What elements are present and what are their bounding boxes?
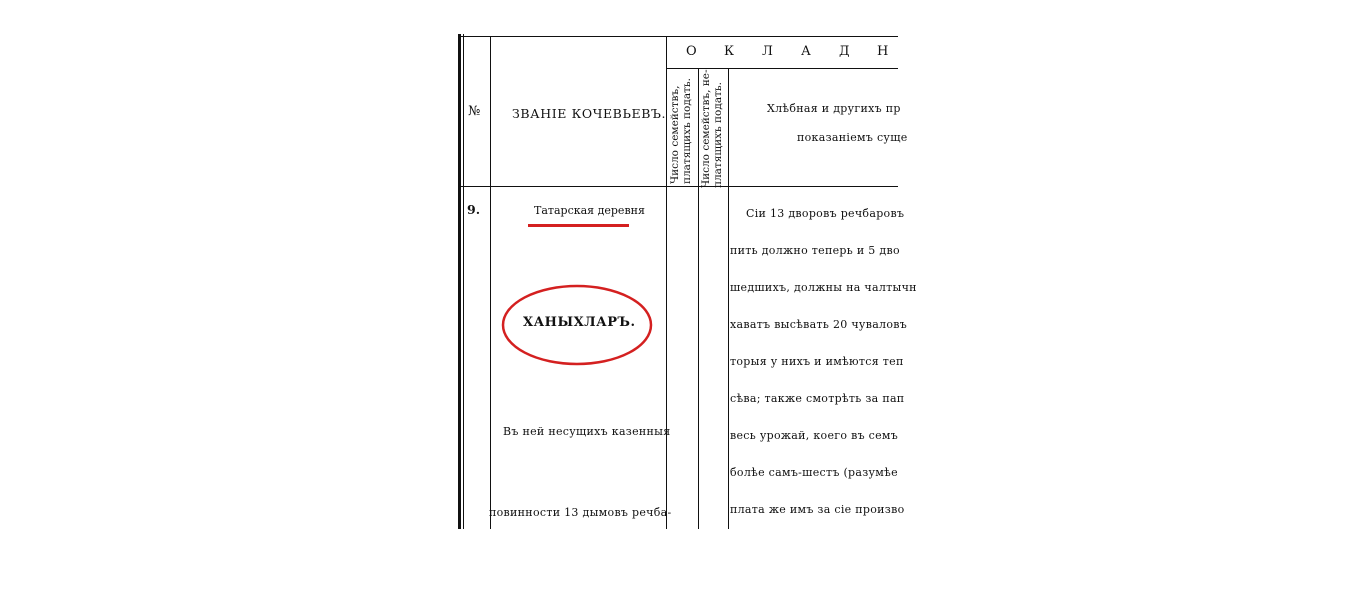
entry-name: ХАНЫХЛАРЪ. [523,315,636,330]
right-text-line: болѣе самъ-шестъ (разумѣе [730,466,898,479]
right-text-line: Сiи 13 дворовъ речбаровъ [746,207,905,220]
right-text-line: пить должно теперь и 5 дво [730,244,900,257]
number-header: № [468,104,481,119]
right-text-line: хаватъ высѣвать 20 чуваловъ [730,318,908,331]
grain-header-line1: Хлѣбная и другихъ пр [767,102,901,115]
entry-left-text-line: повинности 13 дымовъ речба- [489,506,672,519]
oklad-letter: О [686,44,697,59]
header-divider [461,186,898,187]
entry-type: Татарская деревня [534,204,645,217]
col-line-4 [728,68,729,529]
families-nonpaying-line1: Число семействъ, не- [700,69,712,188]
col-line-2 [666,36,667,529]
entry-number: 9. [467,202,481,217]
left-border-thin [463,34,464,529]
right-text-line: плата же имъ за сiе произво [730,503,905,516]
oklad-letter: К [724,44,735,59]
entry-type-underline [528,224,629,227]
entry-name-circle [500,283,654,367]
oklad-letter: Л [762,44,773,59]
name-column-header: ЗВАНIЕ КОЧЕВЬЕВЪ. [512,106,667,121]
families-paying-header [669,78,693,184]
document-page [456,32,917,529]
col-line-1 [490,36,491,529]
entry-left-text-line: Въ ней несущихъ казенныя [503,425,671,438]
left-border-thick [458,34,461,529]
right-text-line: шедшихъ, должны на чалтычн [730,281,917,294]
col-line-3 [698,68,699,529]
oklad-letter: Н [877,44,889,59]
right-text-line: сѣва; также смотрѣть за пап [730,392,905,405]
families-nonpaying-line2: платящихъ подать. [712,82,724,188]
right-text-line: торыя у нихъ и имѣются теп [730,355,904,368]
grain-header-line2: показанiемъ суще [797,131,908,144]
oklad-letter: Д [839,44,850,59]
families-paying-line1: Число семействъ, [669,85,681,184]
oklad-letter: А [801,44,811,59]
top-border [461,36,898,37]
right-text-line: весь урожай, коего въ семъ [730,429,899,442]
families-nonpaying-header [700,69,724,188]
families-paying-line2: платящихъ подать. [681,78,693,184]
